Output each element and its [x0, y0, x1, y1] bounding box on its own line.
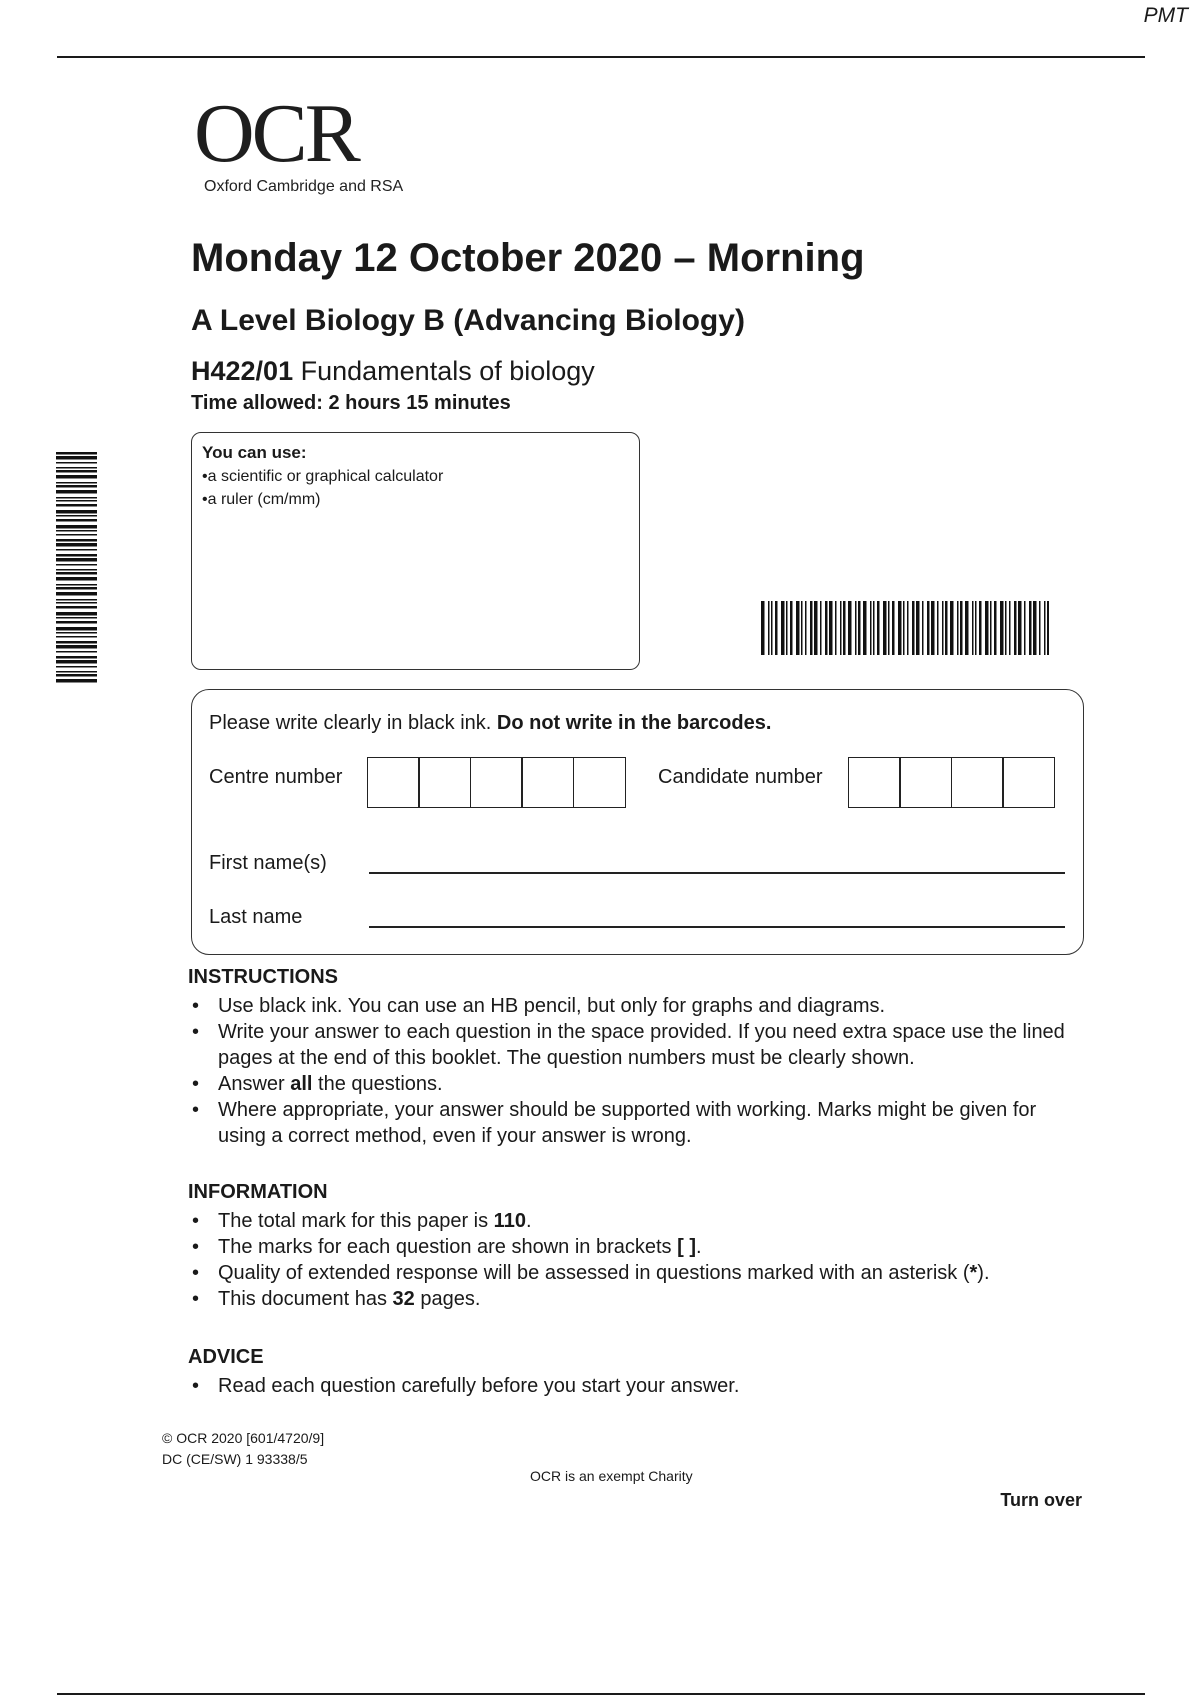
bold-text: * — [969, 1262, 978, 1284]
barcode-bar — [56, 470, 97, 473]
copyright-text: © OCR 2020 [601/4720/9] — [162, 1430, 325, 1446]
barcode-bar — [56, 467, 97, 469]
centre-digit-box[interactable] — [521, 757, 574, 808]
barcode-bar — [56, 617, 97, 619]
barcode-bar — [805, 601, 807, 655]
barcode-bar — [810, 601, 813, 655]
text: ). — [977, 1262, 990, 1284]
advice-heading: ADVICE — [188, 1346, 264, 1368]
barcode-bar — [916, 601, 920, 655]
barcode-bar — [979, 601, 982, 655]
ink-note-bold: Do not write in the barcodes. — [496, 712, 772, 734]
barcode-bar — [873, 601, 875, 655]
barcode-bar — [1033, 601, 1037, 655]
barcode-bar — [56, 679, 97, 683]
text: Answer — [218, 1073, 291, 1095]
barcode-bar — [960, 601, 963, 655]
candidate-digit-box[interactable] — [899, 757, 952, 808]
paper-line — [191, 356, 595, 387]
barcode-bar — [858, 601, 861, 655]
you-can-use-title: You can use: — [202, 443, 307, 462]
barcode-bar — [1029, 601, 1032, 655]
list-item — [188, 993, 1088, 1019]
candidate-number-label: Candidate number — [658, 766, 823, 788]
list-item — [188, 1286, 1088, 1312]
exam-date-session: Monday 12 October 2020 – Morning — [191, 236, 865, 280]
advice-list — [188, 1373, 1088, 1399]
text: The marks for each question are shown in brackets — [218, 1236, 678, 1258]
barcode-bar — [56, 485, 97, 488]
top-rule — [57, 56, 1145, 58]
centre-number-label: Centre number — [209, 766, 343, 788]
barcode-bar — [56, 671, 97, 673]
list-item — [188, 1234, 1088, 1260]
barcode-bar — [994, 601, 997, 655]
text: the questions. — [312, 1073, 443, 1095]
text: Quality of extended response will be assessed in questions marked with an asterisk ( — [218, 1262, 970, 1284]
barcode-bar — [56, 475, 97, 479]
barcode-bar — [56, 612, 97, 616]
bold-text: all — [290, 1073, 313, 1095]
side-barcode-icon — [56, 452, 97, 684]
ink-note — [209, 712, 771, 735]
barcode-bar — [56, 554, 97, 557]
barcode-bar — [931, 601, 935, 655]
barcode-bar — [990, 601, 992, 655]
barcode-bar — [775, 601, 778, 655]
candidate-digit-box[interactable] — [848, 757, 901, 808]
barcode-bar — [972, 601, 974, 655]
barcode-bar — [1024, 601, 1026, 655]
candidate-digit-box[interactable] — [1002, 757, 1055, 808]
candidate-details-box — [191, 689, 1084, 955]
barcode-bar — [56, 539, 97, 542]
text: This document has — [218, 1288, 393, 1310]
barcode-bar — [781, 601, 785, 655]
barcode-bar — [975, 601, 977, 655]
you-can-use-item: •a scientific or graphical calculator — [202, 468, 444, 485]
barcode-bar — [912, 601, 915, 655]
barcode-bar — [56, 549, 97, 551]
barcode-bar — [1018, 601, 1022, 655]
text: Read each question carefully before you start your answer. — [218, 1375, 740, 1397]
barcode-bar — [56, 569, 97, 571]
list-item — [188, 1071, 1088, 1097]
centre-digit-box[interactable] — [367, 757, 420, 808]
barcode-bar — [56, 636, 97, 638]
barcode-bar — [56, 462, 97, 464]
barcode-bar — [965, 601, 969, 655]
instructions-heading: INSTRUCTIONS — [188, 966, 338, 988]
information-section — [188, 1181, 1088, 1312]
you-can-use-box — [191, 432, 640, 670]
barcode-bar — [877, 601, 880, 655]
barcode-bar — [56, 651, 97, 653]
barcode-bar — [56, 504, 97, 507]
barcode-bar — [56, 572, 97, 575]
barcode-bar — [56, 587, 97, 590]
list-item — [188, 1019, 1088, 1071]
bottom-rule — [57, 1693, 1145, 1695]
barcode-bar — [56, 627, 97, 631]
barcode-bar — [771, 601, 773, 655]
barcode-bar — [1044, 601, 1046, 655]
barcode-bar — [855, 601, 857, 655]
barcode-bar — [56, 621, 97, 624]
ocr-logo — [194, 87, 404, 196]
barcode-bar — [1047, 601, 1049, 655]
advice-section — [188, 1346, 1088, 1399]
barcode-bar — [907, 601, 909, 655]
barcode-bar — [863, 601, 867, 655]
barcode-bar — [56, 592, 97, 596]
barcode-bar — [56, 558, 97, 562]
barcode-bar — [840, 601, 842, 655]
barcode-bar — [56, 674, 97, 677]
bold-text: [ ] — [677, 1236, 697, 1258]
barcode-bar — [56, 534, 97, 536]
ink-note-plain: Please write clearly in black ink. — [209, 712, 492, 734]
instructions-list — [188, 993, 1088, 1149]
barcode-bar — [56, 519, 97, 522]
qualification-title: A Level Biology B (Advancing Biology) — [191, 304, 745, 337]
text: Write your answer to each question in the space provided. If you need extra space use the lined pages at the end of this booklet. The question numbers must be clearly shown. — [218, 1021, 1065, 1069]
barcode-bar — [796, 601, 800, 655]
centre-digit-box[interactable] — [418, 757, 471, 808]
barcode-bar — [790, 601, 793, 655]
text: . — [525, 1210, 532, 1232]
barcode-bar — [1005, 601, 1007, 655]
text: . — [696, 1236, 702, 1258]
barcode-bar — [56, 645, 97, 649]
barcode-bar — [56, 452, 97, 455]
logo-mark: OCR — [194, 87, 358, 180]
paper-code: H422/01 — [191, 356, 294, 386]
barcode-bar — [56, 500, 97, 502]
barcode-icon — [761, 601, 1049, 655]
barcode-bar — [820, 601, 822, 655]
list-item — [188, 1373, 1088, 1399]
instructions-section — [188, 966, 1088, 1149]
barcode-bar — [985, 601, 989, 655]
barcode-bar — [888, 601, 890, 655]
barcode-bar — [1039, 601, 1041, 655]
barcode-bar — [56, 602, 97, 604]
barcode-bar — [898, 601, 902, 655]
barcode-bar — [56, 656, 97, 659]
barcode-bar — [56, 632, 97, 634]
barcode-bar — [786, 601, 788, 655]
centre-number-boxes[interactable] — [368, 757, 626, 808]
barcode-bar — [56, 530, 97, 532]
barcode-bar — [1000, 601, 1004, 655]
barcode-bar — [801, 601, 803, 655]
you-can-use-item: •a ruler (cm/mm) — [202, 491, 321, 508]
text: pages. — [414, 1288, 481, 1310]
barcode-bar — [957, 601, 959, 655]
candidate-number-boxes[interactable] — [849, 757, 1055, 808]
barcode-bar — [1009, 601, 1011, 655]
barcode-bar — [56, 515, 97, 517]
barcode-bar — [870, 601, 872, 655]
barcode-bar — [945, 601, 948, 655]
barcode-bar — [56, 564, 97, 566]
barcode-bar — [56, 490, 97, 494]
barcode-bar — [56, 543, 97, 547]
barcode-bar — [950, 601, 954, 655]
bold-text: 32 — [392, 1288, 415, 1310]
barcode-bar — [843, 601, 846, 655]
dc-code: DC (CE/SW) 1 93338/5 — [162, 1451, 308, 1467]
barcode-bar — [56, 510, 97, 514]
list-item — [188, 1097, 1088, 1149]
centre-digit-box[interactable] — [573, 757, 626, 808]
information-list — [188, 1208, 1088, 1312]
list-item — [188, 1260, 1088, 1286]
barcode-bar — [835, 601, 837, 655]
barcode-bar — [942, 601, 944, 655]
barcode-bar — [56, 666, 97, 668]
barcode-bar — [56, 525, 97, 529]
barcode-bar — [892, 601, 895, 655]
barcode-bar — [56, 606, 97, 609]
barcode-bar — [848, 601, 852, 655]
text: Where appropriate, your answer should be supported with working. Marks might be given for using a correct method, even if your answer is wrong. — [218, 1099, 1037, 1147]
barcode-bar — [56, 660, 97, 664]
barcode-bar — [814, 601, 818, 655]
centre-digit-box[interactable] — [470, 757, 523, 808]
barcode-bar — [56, 497, 97, 499]
text: Use black ink. You can use an HB pencil, but only for graphs and diagrams. — [218, 995, 886, 1017]
bold-text: 110 — [493, 1210, 526, 1232]
barcode-bar — [768, 601, 770, 655]
first-name-line[interactable] — [369, 872, 1065, 874]
barcode-bar — [56, 599, 97, 601]
barcode-bar — [922, 601, 924, 655]
turn-over: Turn over — [1000, 1490, 1082, 1510]
first-name-label: First name(s) — [209, 852, 327, 874]
paper-title: Fundamentals of biology — [300, 356, 595, 386]
last-name-line[interactable] — [369, 926, 1065, 928]
barcode-bar — [937, 601, 939, 655]
barcode-bar — [56, 584, 97, 586]
list-item — [188, 1208, 1088, 1234]
text: The total mark for this paper is — [218, 1210, 494, 1232]
time-allowed: Time allowed: 2 hours 15 minutes — [191, 392, 511, 414]
barcode-bar — [56, 482, 97, 484]
candidate-digit-box[interactable] — [951, 757, 1004, 808]
barcode-bar — [825, 601, 828, 655]
barcode-bar — [883, 601, 887, 655]
barcode-bar — [829, 601, 833, 655]
logo-tagline: Oxford Cambridge and RSA — [204, 178, 404, 195]
barcode-bar — [56, 456, 97, 460]
last-name-label: Last name — [209, 906, 303, 928]
barcode-bar — [927, 601, 930, 655]
barcode-bar — [56, 641, 97, 644]
copyright-block — [162, 1428, 324, 1470]
barcode-bar — [903, 601, 905, 655]
charity-note: OCR is an exempt Charity — [530, 1468, 693, 1484]
barcode-bar — [1014, 601, 1017, 655]
barcode-bar — [56, 577, 97, 581]
information-heading: INFORMATION — [188, 1181, 328, 1203]
barcode-bar — [761, 601, 765, 655]
pmt-corner-tag: PMT — [1143, 4, 1188, 27]
